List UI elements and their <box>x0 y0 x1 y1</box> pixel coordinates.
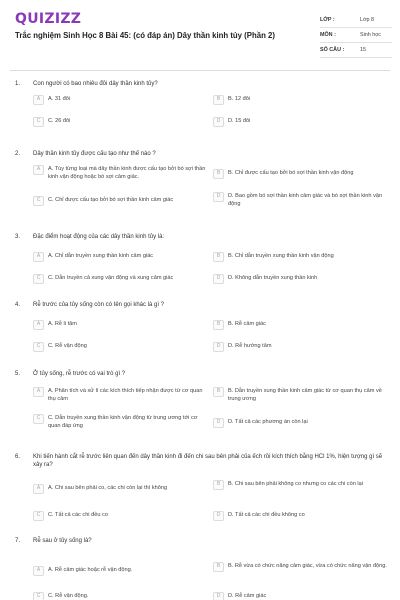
option-letter: A <box>33 320 44 330</box>
question-2 <box>15 150 390 219</box>
option-c[interactable] <box>33 592 208 600</box>
option-b[interactable] <box>213 387 388 403</box>
option-c[interactable] <box>33 342 208 352</box>
options <box>33 165 390 219</box>
question-text: Đặc điểm hoạt động của các dây thần kinh tủy là: <box>33 234 165 240</box>
question-number: 3. <box>15 234 21 240</box>
option-text: A. Chi sau bên phải co, các chi còn lại thì không <box>48 485 168 491</box>
meta-row-subject <box>320 28 392 43</box>
option-text: A. Phân tích và xử lí các kích thích tiếp nhận được từ cơ quan thụ cảm <box>48 388 203 402</box>
option-letter: B <box>213 480 224 490</box>
option-letter: B <box>213 95 224 105</box>
option-letter: A <box>33 95 44 105</box>
option-d[interactable] <box>213 592 388 600</box>
option-letter: D <box>213 117 224 127</box>
option-text: D. Tất cả các phương án còn lại <box>228 419 308 425</box>
question-header <box>15 301 390 309</box>
header-divider <box>10 70 390 71</box>
options <box>33 385 390 441</box>
option-b[interactable] <box>213 320 388 330</box>
option-a[interactable] <box>33 484 208 494</box>
option-text: C. Tất cả các chi đều co <box>48 512 108 518</box>
option-text: B. Chỉ dẫn truyền xung thần kinh vận động <box>228 253 334 259</box>
option-text: C. Rễ vận động. <box>48 593 89 599</box>
option-letter: A <box>33 484 44 494</box>
option-text: C. Chỉ được cấu tạo bởi bó sợi thần kinh cảm giác <box>48 197 174 203</box>
option-text: A. Tùy từng loại mà dây thần kinh được cấu tạo bởi bó sợi thần kinh vận động hoặc bó sợi cảm giác. <box>48 166 206 180</box>
question-header <box>15 453 390 469</box>
option-a[interactable] <box>33 387 208 403</box>
question-text: Khi tiến hành cắt rễ trước liên quan đến dây thần kinh đi đến chi sau bên phải của ếch rồi kích thích bằng HCl 1%, hiện tượng gì sẽ xảy ra? <box>33 454 383 468</box>
question-number: 7. <box>15 538 21 544</box>
question-text: Con người có bao nhiêu đôi dây thần kinh tủy? <box>33 81 158 87</box>
option-letter: A <box>33 387 44 397</box>
option-text: D. Rễ hướng tâm <box>228 343 272 349</box>
option-text: D. Rễ cảm giác <box>228 593 267 599</box>
question-5 <box>15 370 390 441</box>
option-c[interactable] <box>33 117 208 127</box>
option-letter: B <box>213 252 224 262</box>
meta-row-class <box>320 13 392 28</box>
option-d[interactable] <box>213 511 388 521</box>
option-d[interactable] <box>213 274 388 284</box>
option-text: D. Bao gồm bó sợi thần kinh cảm giác và bó sợi thần kinh vận động <box>228 193 383 207</box>
question-number: 1. <box>15 81 21 87</box>
meta-label: MÔN : <box>320 32 336 38</box>
option-b[interactable] <box>213 95 388 105</box>
option-b[interactable] <box>213 480 388 490</box>
question-header <box>15 80 390 88</box>
option-c[interactable] <box>33 274 208 284</box>
option-letter: D <box>213 511 224 521</box>
option-letter: B <box>213 562 224 572</box>
option-text: C. Rễ vận động <box>48 343 87 349</box>
option-text: A. Rễ li tâm <box>48 321 77 327</box>
option-text: B. Chỉ được cấu tạo bởi bó sợi thần kinh vận động <box>228 170 354 176</box>
question-number: 5. <box>15 371 21 377</box>
option-letter: B <box>213 320 224 330</box>
option-c[interactable] <box>33 196 208 206</box>
option-text: C. Dẫn truyền cả xung vận động và xung cảm giác <box>48 275 174 281</box>
option-letter: A <box>33 165 44 175</box>
options <box>33 316 390 356</box>
option-d[interactable] <box>213 192 388 208</box>
option-text: B. Dẫn truyền xung thần kinh cảm giác từ cơ quan thụ cảm về trung ương <box>228 388 382 402</box>
option-letter: C <box>33 592 44 600</box>
question-7 <box>15 537 390 600</box>
option-a[interactable] <box>33 252 208 262</box>
option-b[interactable] <box>213 562 388 572</box>
question-3 <box>15 233 390 288</box>
question-header <box>15 537 390 545</box>
meta-table <box>320 13 392 58</box>
option-d[interactable] <box>213 418 388 428</box>
option-text: D. 15 đôi <box>228 118 251 124</box>
option-letter: C <box>33 196 44 206</box>
quizizz-logo: QUIZIZZ <box>15 11 82 27</box>
meta-label: SỐ CÂU : <box>320 47 345 53</box>
option-text: A. 31 đôi <box>48 96 71 102</box>
option-text: B. Chi sau bên phải không co nhưng co các chi còn lại <box>228 481 363 487</box>
meta-label: LỚP : <box>320 17 335 23</box>
option-a[interactable] <box>33 165 208 181</box>
option-letter: C <box>33 511 44 521</box>
option-b[interactable] <box>213 252 388 262</box>
meta-value: 15 <box>360 47 366 53</box>
option-letter: C <box>33 274 44 284</box>
question-6 <box>15 453 390 528</box>
option-letter: B <box>213 169 224 179</box>
option-letter: C <box>33 342 44 352</box>
option-text: D. Không dẫn truyền xung thần kinh <box>228 275 318 281</box>
worksheet-header <box>0 0 400 68</box>
meta-row-count <box>320 43 392 58</box>
option-a[interactable] <box>33 95 208 105</box>
question-4 <box>15 301 390 356</box>
option-d[interactable] <box>213 117 388 127</box>
option-text: C. Dẫn truyền xung thần kinh vận động từ trung ương tới cơ quan đáp ứng <box>48 415 198 429</box>
option-text: B. 12 đôi <box>228 96 251 102</box>
option-b[interactable] <box>213 169 388 179</box>
options <box>33 476 390 528</box>
option-text: C. 26 đôi <box>48 118 71 124</box>
question-header <box>15 370 390 378</box>
option-letter: D <box>213 592 224 600</box>
question-header <box>15 233 390 241</box>
question-text: Rễ trước của tủy sống còn có tên gọi khác là gì ? <box>33 302 165 308</box>
option-text: B. Rễ vừa có chức năng cảm giác, vừa có chức năng vận động. <box>228 563 387 569</box>
option-letter: B <box>213 387 224 397</box>
option-letter: C <box>33 117 44 127</box>
question-text: Rễ sau ở tủy sống là? <box>33 538 92 544</box>
option-d[interactable] <box>213 342 388 352</box>
meta-value: Lớp 8 <box>360 17 375 23</box>
option-a[interactable] <box>33 320 208 330</box>
option-letter: A <box>33 252 44 262</box>
option-text: D. Tất cả các chi đều không co <box>228 512 305 518</box>
worksheet-title: Trắc nghiệm Sinh Học 8 Bài 45: (có đáp án) Dây thần kinh tủy (Phần 2) <box>15 31 275 40</box>
option-text: A. Rễ cảm giác hoặc rễ vận động. <box>48 567 133 573</box>
options <box>33 95 390 135</box>
option-letter: D <box>213 192 224 202</box>
question-1 <box>15 80 390 135</box>
question-text: Ở tủy sống, rễ trước có vai trò gì ? <box>33 371 126 377</box>
option-letter: A <box>33 566 44 576</box>
option-text: A. Chỉ dẫn truyền xung thần kinh cảm giác <box>48 253 154 259</box>
option-text: B. Rễ cảm giác <box>228 321 266 327</box>
question-text: Dây thần kinh tủy được cấu tạo như thế nào ? <box>33 151 156 157</box>
option-c[interactable] <box>33 511 208 521</box>
question-header <box>15 150 390 158</box>
meta-value: Sinh học <box>360 32 381 38</box>
options <box>33 248 390 288</box>
option-letter: D <box>213 342 224 352</box>
option-c[interactable] <box>33 414 208 430</box>
question-number: 2. <box>15 151 21 157</box>
option-letter: D <box>213 418 224 428</box>
option-a[interactable] <box>33 566 208 576</box>
option-letter: D <box>213 274 224 284</box>
options <box>33 552 390 600</box>
option-letter: C <box>33 414 44 424</box>
question-number: 6. <box>15 454 21 460</box>
question-number: 4. <box>15 302 21 308</box>
